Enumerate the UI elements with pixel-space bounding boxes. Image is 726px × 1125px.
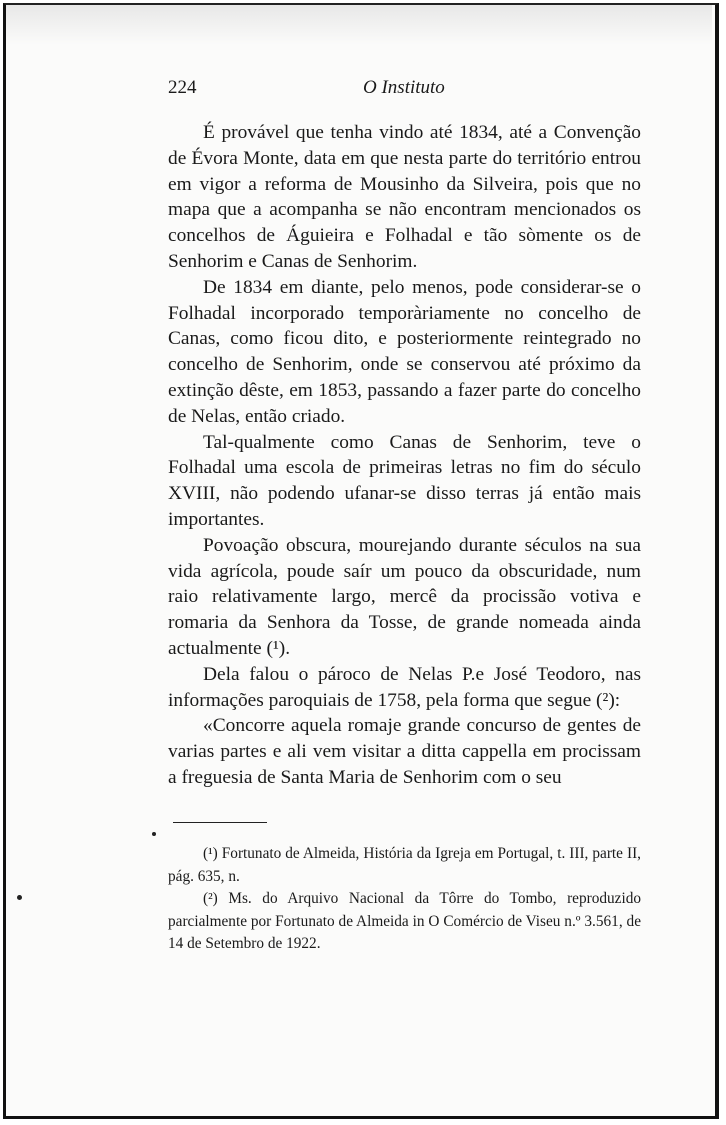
paragraph: De 1834 em diante, pelo menos, pode considerar-se o Folhadal incorporado temporàriamente no concelho de Canas, como ficou dito, e posteriormente reintegrado no concelho de Senhorim, onde se conservou até próximo da extinção dêste, em 1853, passando a fazer parte do concelho de Nelas, então criado. [168,276,641,427]
scan-speck [152,832,156,836]
scan-shadow [6,5,712,45]
footnote: (²) Ms. do Arquivo Nacional da Tôrre do Tombo, reproduzido parcialmente por Fortunato de Almeida in O Comércio de Viseu n.º 3.561, de 14 de Setembro de 1922. [168,890,641,953]
paragraph: É provável que tenha vindo até 1834, até a Convenção de Évora Monte, data em que nesta parte do território entrou em vigor a reforma de Mousinho da Silveira, pois que no mapa que a acompanha se não encontram mencionados os concelhos de Águieira e Folhadal e tão sòmente os de Senhorim e Canas de Senhorim. [168,122,641,272]
running-title: O Instituto [363,77,445,98]
paragraph: Tal-qualmente como Canas de Senhorim, teve o Folhadal uma escola de primeiras letras no fim do século XVIII, não podendo ufanar-se disso terras já então mais importantes. [168,431,641,530]
page-header [168,77,553,103]
page-number: 224 [168,77,197,98]
paragraph: Povoação obscura, mourejando durante séculos na sua vida agrícola, poude saír um pouco da obscuridade, num raio relativamente largo, mercê da procissão votiva e romaria da Senhora da Tosse, de grande nomeada ainda actualmente (¹). [168,534,641,659]
footnotes [168,843,641,956]
paragraph: «Concorre aquela romaje grande concurso de gentes de varias partes e ali vem visitar a ditta cappella em procissam a freguesia de Santa Maria de Senhorim com o seu [168,715,641,788]
scan-speck [17,895,22,900]
body-text [168,120,641,791]
footnote: (¹) Fortunato de Almeida, História da Igreja em Portugal, t. III, parte II, pág. 635, n. [168,845,641,885]
footnote-rule [173,822,267,823]
paragraph: Dela falou o pároco de Nelas P.e José Teodoro, nas informações paroquiais de 1758, pela forma que segue (²): [168,663,641,711]
